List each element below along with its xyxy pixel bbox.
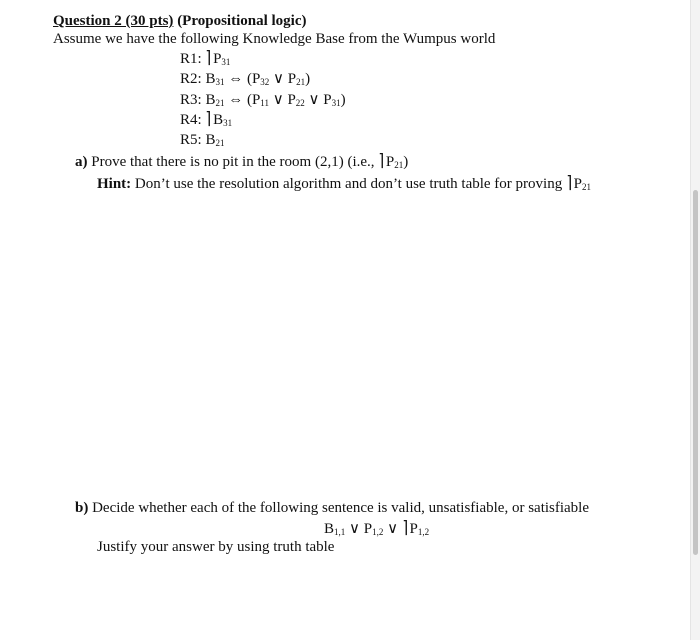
or-symbol: ∨ [273, 71, 285, 87]
rule-symbol: (P [246, 92, 261, 108]
rule-label: R1: [180, 51, 202, 67]
formula-symbol: B [324, 521, 335, 537]
rule-subscript: 31 [221, 57, 231, 67]
part-b [75, 499, 589, 517]
rule-symbol: B [205, 132, 216, 148]
part-a-label: a) [75, 154, 88, 170]
iff-symbol: ⇔ [228, 71, 244, 87]
rule-r4 [180, 110, 232, 129]
part-b-label: b) [75, 500, 89, 516]
part-a-subscript: 21 [394, 160, 404, 170]
part-b-text: Decide whether each of the following sentence is valid, unsatisfiable, or satisfiable [92, 500, 590, 516]
rule-symbol: B [213, 112, 224, 128]
rule-label: R3: [180, 92, 202, 108]
part-a-text: Prove that there is no pit in the room (2,1) (i.e., [91, 154, 375, 170]
or-symbol: ∨ [308, 92, 320, 108]
scrollbar-thumb[interactable] [693, 190, 698, 555]
rule-subscript: 31 [223, 118, 233, 128]
formula-subscript: 1,2 [417, 527, 430, 537]
rule-subscript: 21 [215, 138, 225, 148]
rule-symbol: B [205, 71, 216, 87]
formula-symbol: P [363, 521, 373, 537]
rule-label: R2: [180, 71, 202, 87]
rule-symbol: (P [246, 71, 261, 87]
rule-r3 [180, 91, 346, 109]
rule-r5 [180, 131, 224, 149]
question-intro: Assume we have the following Knowledge Base from the Wumpus world [53, 31, 496, 47]
or-symbol: ∨ [272, 92, 284, 108]
formula-symbol: P [409, 521, 418, 537]
scrollbar-edge [690, 0, 691, 640]
negation-symbol: ⌉ [205, 48, 212, 68]
or-symbol: ∨ [349, 521, 360, 537]
rule-subscript: 31 [331, 98, 341, 108]
rule-symbol: P [213, 51, 222, 67]
negation-symbol: ⌉ [402, 518, 409, 538]
rule-symbol: P [287, 92, 296, 108]
formula-subscript: 1,2 [372, 527, 384, 537]
rule-subscript: 31 [215, 77, 225, 87]
negation-symbol: ⌉ [566, 173, 573, 193]
hint-label: Hint: [97, 176, 132, 192]
hint-text: Don’t use the resolution algorithm and don’t use truth table for proving [134, 176, 563, 192]
question-number-points: Question 2 (30 pts) [53, 13, 174, 29]
rule-symbol: P [323, 92, 332, 108]
rule-symbol: ) [340, 92, 346, 108]
negation-symbol: ⌉ [378, 151, 385, 171]
question-topic: (Propositional logic) [177, 13, 307, 29]
part-b-justify: Justify your answer by using truth table [97, 539, 335, 555]
question-heading [53, 12, 307, 30]
rule-r1 [180, 49, 230, 68]
rule-label: R4: [180, 112, 202, 128]
rule-subscript: 11 [260, 98, 269, 108]
rule-symbol: P [287, 71, 297, 87]
rule-subscript: 32 [260, 77, 270, 87]
part-a [75, 152, 408, 171]
negation-symbol: ⌉ [205, 109, 212, 129]
rule-symbol: ) [305, 71, 311, 87]
part-a-symbol: P [385, 154, 395, 170]
part-a-close: ) [403, 154, 409, 170]
hint-subscript: 21 [581, 182, 591, 192]
rule-subscript: 21 [296, 77, 306, 87]
hint-symbol: P [573, 176, 582, 192]
rule-symbol: B [205, 92, 216, 108]
rule-subscript: 22 [295, 98, 305, 108]
iff-symbol: ⇔ [228, 92, 244, 108]
formula-subscript: 1,1 [334, 527, 346, 537]
or-symbol: ∨ [387, 521, 399, 537]
rule-label: R5: [180, 132, 202, 148]
part-b-formula [324, 519, 429, 538]
rule-subscript: 21 [215, 98, 225, 108]
vertical-scrollbar[interactable] [690, 0, 700, 640]
rule-r2 [180, 70, 310, 88]
part-a-hint [97, 174, 591, 193]
